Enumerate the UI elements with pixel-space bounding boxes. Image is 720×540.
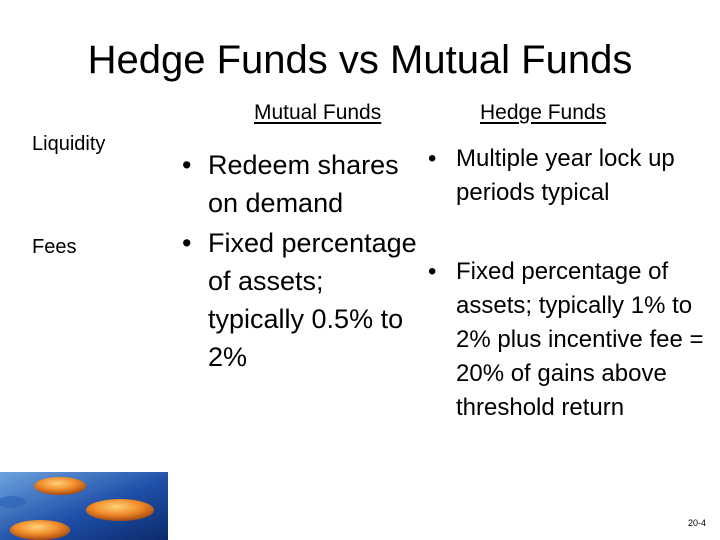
mutual-funds-fees-item [182,224,422,376]
row-label-fees: Fees [32,236,77,258]
hedge-funds-liquidity-text: Multiple year lock up periods typical [456,145,675,206]
hedge-funds-list [428,142,708,425]
mutual-funds-liquidity-text: Redeem shares on demand [208,150,399,218]
bullet-icon: • [428,258,437,285]
page-number: 20-4 [687,518,706,528]
hedge-funds-fees-text: Fixed percentage of assets; typically 1% to 2% plus incentive fee = 20% of gains above threshold return [456,258,704,421]
mutual-funds-list [182,146,422,376]
pebbles-on-water-image [0,472,168,540]
column-header-mutual-funds: Mutual Funds [254,101,382,124]
bullet-icon: • [428,145,437,172]
column-header-hedge-funds: Hedge Funds [480,101,607,124]
hedge-funds-fees-item [428,255,708,425]
slide-title: Hedge Funds vs Mutual Funds [87,38,633,82]
mutual-funds-liquidity-item [182,146,422,222]
bullet-icon: • [182,150,192,180]
mutual-funds-fees-text: Fixed percentage of assets; typically 0.5% to 2% [208,228,417,372]
hedge-funds-liquidity-item [428,142,708,210]
bullet-icon: • [182,228,192,258]
row-label-liquidity: Liquidity [32,133,106,155]
